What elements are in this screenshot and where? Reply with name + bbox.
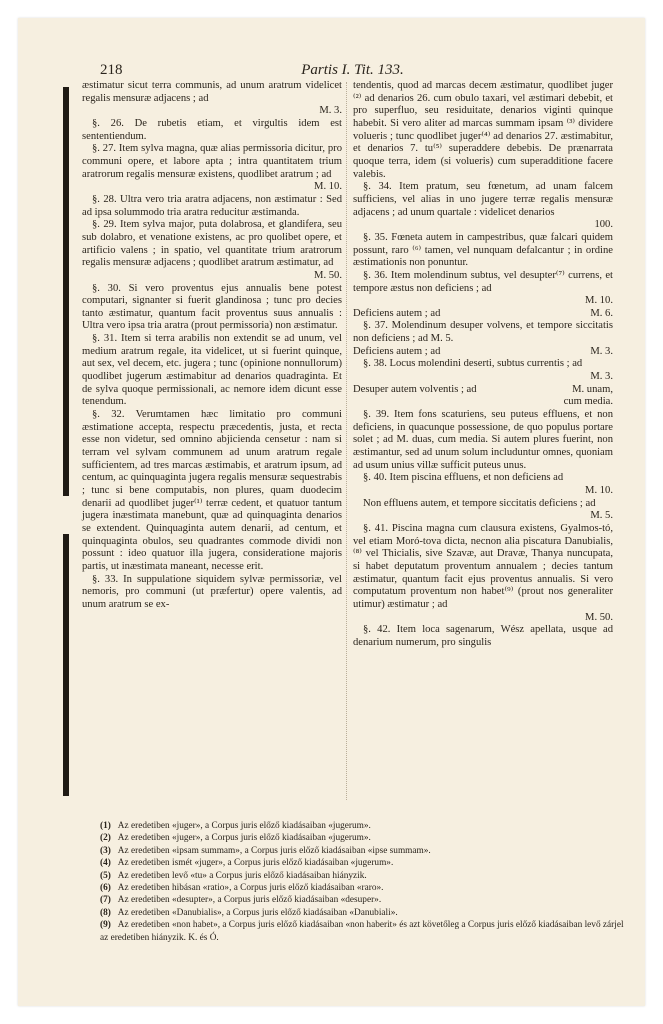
- footnote-number: (6): [100, 883, 111, 894]
- footnote: [100, 832, 627, 844]
- page-header: [100, 62, 605, 82]
- margin-bracket-bottom: [63, 534, 69, 796]
- value-row: [353, 308, 613, 321]
- footnote-number: (4): [100, 858, 111, 869]
- paragraph: §. 41. Piscina magna cum clausura existens, Gyalmos-tó, vel etiam Moró-tova dicta, necnon alia piscatura Danubialis,⁽⁸⁾ vel Thicialis, sive Szavæ, aut Dravæ, Thanya nuncupata, si habet deputatum proventum annualem ; decies tantum æstimatur, quantum facit ejus proventus annualis. Si vero computatum proventum non habet⁽⁹⁾ (prout nos generaliter utimur) æstimatur ; ad: [353, 522, 613, 610]
- amount-line: M. 10.: [585, 295, 613, 307]
- paragraph: §. 28. Ultra vero tria aratra adjacens, non æstimatur : Sed ad ipsa solummodo tria aratra reducitur æstimanda.: [82, 193, 342, 218]
- paragraph: æstimatur sicut terra communis, ad unum aratrum videlicet regalis mensuræ adjacens ; ad: [82, 80, 342, 104]
- footnote-number: (9): [100, 920, 111, 931]
- footnotes: [100, 820, 627, 944]
- paragraph: §. 42. Item loca sagenarum, Wész apellata, usque ad denarium numerum, pro singulis: [353, 624, 613, 648]
- footnote-text: Az eredetiben ismét «juger», a Corpus juris előző kiadásaiban «jugerum».: [116, 858, 394, 869]
- paragraph: §. 33. In suppulatione siquidem sylvæ permissoriæ, vel nemoris, pro communi (ut præfertur) opere valentis, ad unum aratrum se ex-: [82, 573, 342, 610]
- paragraph: §. 31. Item si terra arabilis non extendit se ad unum, vel medium aratrum regale, ita videlicet, ut si fuerint quinque, aut sex, vel decem, etc. jugera ; tunc (opinione nonnullorum) quodlibet jugerum æstimabitur ad denarios quadraginta. Et de sylva quoque permissionali, ac nemore idem dicunt esse tenendum.: [82, 333, 342, 408]
- paragraph: §. 35. Fœneta autem in campestribus, quæ falcari quidem possunt, raro ⁽⁶⁾ tamen, vel nunquam defalcantur ; in ordine æstimationis non ponuntur.: [353, 231, 613, 269]
- footnote-text: Az eredetiben «juger», a Corpus juris előző kiadásaiban «jugerum».: [116, 821, 371, 831]
- amount-line: M. 3.: [590, 371, 613, 383]
- paragraph: §. 34. Item pratum, seu fœnetum, ad unam falcem sufficiens, vel alias in uno jugere terræ regalis mensuræ adjacens ; ad unum quartale : videlicet denarios: [353, 181, 613, 218]
- paragraph: §. 38. Locus molendini deserti, subtus currentis ; ad: [363, 358, 583, 370]
- paragraph: §. 37. Molendinum desuper volvens, et tempore siccitatis non deficiens ; ad M. 5.: [353, 320, 613, 345]
- paragraph: tendentis, quod ad marcas decem æstimatur, quodlibet juger ⁽²⁾ ad denarios 26. cum obulo taxari, vel æstimari debebit, et pro superfluo, seu residuitate, denarios viginti quinque habebit. Si vero aliter ad marcas summam ipsam ⁽³⁾ dividere volueris ; tunc quodlibet juger⁽⁴⁾ ad denarios 27. æstimabitur, et denarios 7. tu⁽⁵⁾ superaddere debebis. De prænarrata quoque terra, idem (si volueris) cum superadditione facere valebis.: [353, 80, 613, 180]
- footnote-text: Az eredetiben «Danubialis», a Corpus juris előző kiadásaiban «Danubiali».: [116, 907, 398, 918]
- footnote-text: Az eredetiben levő «tu» a Corpus juris előző kiadásaiban hiányzik.: [116, 870, 367, 881]
- column-divider: [346, 82, 347, 800]
- footnote: [100, 919, 627, 944]
- amount-line: 100.: [594, 219, 613, 231]
- value-row-amount: M. unam,: [572, 383, 613, 395]
- value-row-label: Deficiens autem ; ad: [353, 307, 441, 319]
- paragraph: §. 36. Item molendinum subtus, vel desupter⁽⁷⁾ currens, et tempore æstus non deficiens ; ad: [353, 269, 613, 294]
- left-column: [82, 80, 342, 612]
- footnote: [100, 820, 627, 832]
- amount-line: M. 5.: [590, 510, 613, 522]
- footnote-text: Az eredetiben hibásan «ratio», a Corpus juris előző kiadásaiban «raro».: [116, 883, 384, 894]
- paragraph: §. 40. Item piscina effluens, et non deficiens ad: [363, 472, 564, 484]
- footnote: [100, 882, 627, 894]
- value-row: [353, 346, 613, 359]
- value-row: [353, 384, 613, 397]
- footnote: [100, 845, 627, 857]
- running-title: Partis I. Tit. 133.: [301, 62, 404, 78]
- footnote: [100, 907, 627, 919]
- footnote: [100, 870, 627, 882]
- footnote-text: Az eredetiben «desupter», a Corpus juris előző kiadásaiban «desuper».: [116, 895, 382, 906]
- amount-line: M. 50.: [314, 269, 342, 281]
- footnote-text: Az eredetiben «non habet», a Corpus juris előző kiadásaiban «non haberit» és azt követőleg a Corpus juris előző kiadásaiban levő zárjel az eredetiben hiányzik. K. és Ó.: [100, 920, 624, 943]
- margin-bracket-top: [63, 87, 69, 496]
- right-column: [353, 80, 613, 650]
- value-row-amount: M. 6.: [590, 307, 613, 319]
- paragraph: §. 29. Item sylva major, puta dolabrosa, et glandifera, seu sub dolabro, et venatione existens, ac pro quolibet opere, et artificio valens ; in spatio, vel quantitate trium aratrorum regalis mensuræ adjacens ; quodlibet aratrum æstimatur, ad: [82, 219, 342, 269]
- paragraph: §. 27. Item sylva magna, quæ alias permissoria dicitur, pro communi opere, et labore apta ; intra quantitatem trium aratrorum regalis mensuræ existens, quodlibet aratrum ; ad: [82, 143, 342, 180]
- amount-line: M. 10.: [314, 181, 342, 193]
- value-row-label: Desuper autem volventis ; ad: [353, 383, 477, 395]
- amount-line: M. 10.: [585, 485, 613, 496]
- paragraph: §. 30. Si vero proventus ejus annualis bene potest computari, signanter si fuerit glandinosa ; tunc pro decies tanto æstimatur, quantum facit proventus suus annualis : Ultra vero ipsa tria aratra (prout permissoria) non æstimatur.: [82, 282, 342, 332]
- footnote: [100, 894, 627, 906]
- paragraph: §. 26. De rubetis etiam, et virgultis idem est sententiendum.: [82, 117, 342, 142]
- footnote-number: (3): [100, 845, 111, 856]
- value-row-amount: M. 3.: [590, 345, 613, 357]
- footnote-number: (7): [100, 895, 111, 906]
- amount-line: M. 50.: [585, 611, 613, 623]
- footnote-number: (2): [100, 833, 111, 844]
- page-number: 218: [100, 62, 123, 78]
- footnote-number: (8): [100, 907, 111, 918]
- footnote-number: (5): [100, 870, 111, 881]
- amount-line: cum media.: [563, 396, 613, 408]
- footnote: [100, 857, 627, 869]
- value-row-label: Deficiens autem ; ad: [353, 345, 441, 357]
- footnote-text: Az eredetiben «juger», a Corpus juris előző kiadásaiban «jugerum».: [116, 833, 371, 844]
- footnote-number: (1): [100, 821, 111, 831]
- paragraph: §. 32. Verumtamen hæc limitatio pro communi æstimatione accepta, respectu præcedentis, justa, et recta esse non videtur, sed omnino abjicienda censetur : nam si terram vel sylvam communem ad unum aratrum regale sufficientem, ad tres marcas æstimabis, et aratrum ipsum, ad centum, ac quinquaginta jugera regalis mensuræ sequestrabis ; tunc si bene computabis, non plures, quam duodecim denarii ad quodlibet juger⁽¹⁾ terræ cedent, et quatuor tantum jugera inæstimata manebunt, quæ ad quinquaginta denarios se extendent. Quinquaginta autem denarii, ad centum, et quinquaginta obulos, seu quadrantes commode dividi non possunt : ideo quatuor illa jugera, consideratione majoris partis, ut inæstimata maneant, necesse erit.: [82, 409, 342, 572]
- amount-line: M. 3.: [319, 105, 342, 117]
- footnote-text: Az eredetiben «ipsam summam», a Corpus juris előző kiadásaiban «ipse summam».: [116, 845, 431, 856]
- paragraph: Non effluens autem, et tempore siccitatis deficiens ; ad: [363, 497, 596, 509]
- paragraph: §. 39. Item fons scaturiens, seu puteus effluens, et non deficiens, in quacunque possessione, de quo populus portare solet ; ad M. duas, cum media. Si autem plures fuerint, non æstimantur, sed ad unum solum includuntur omnes, quoniam ad usum unius villæ sufficit puteus unus.: [353, 409, 613, 471]
